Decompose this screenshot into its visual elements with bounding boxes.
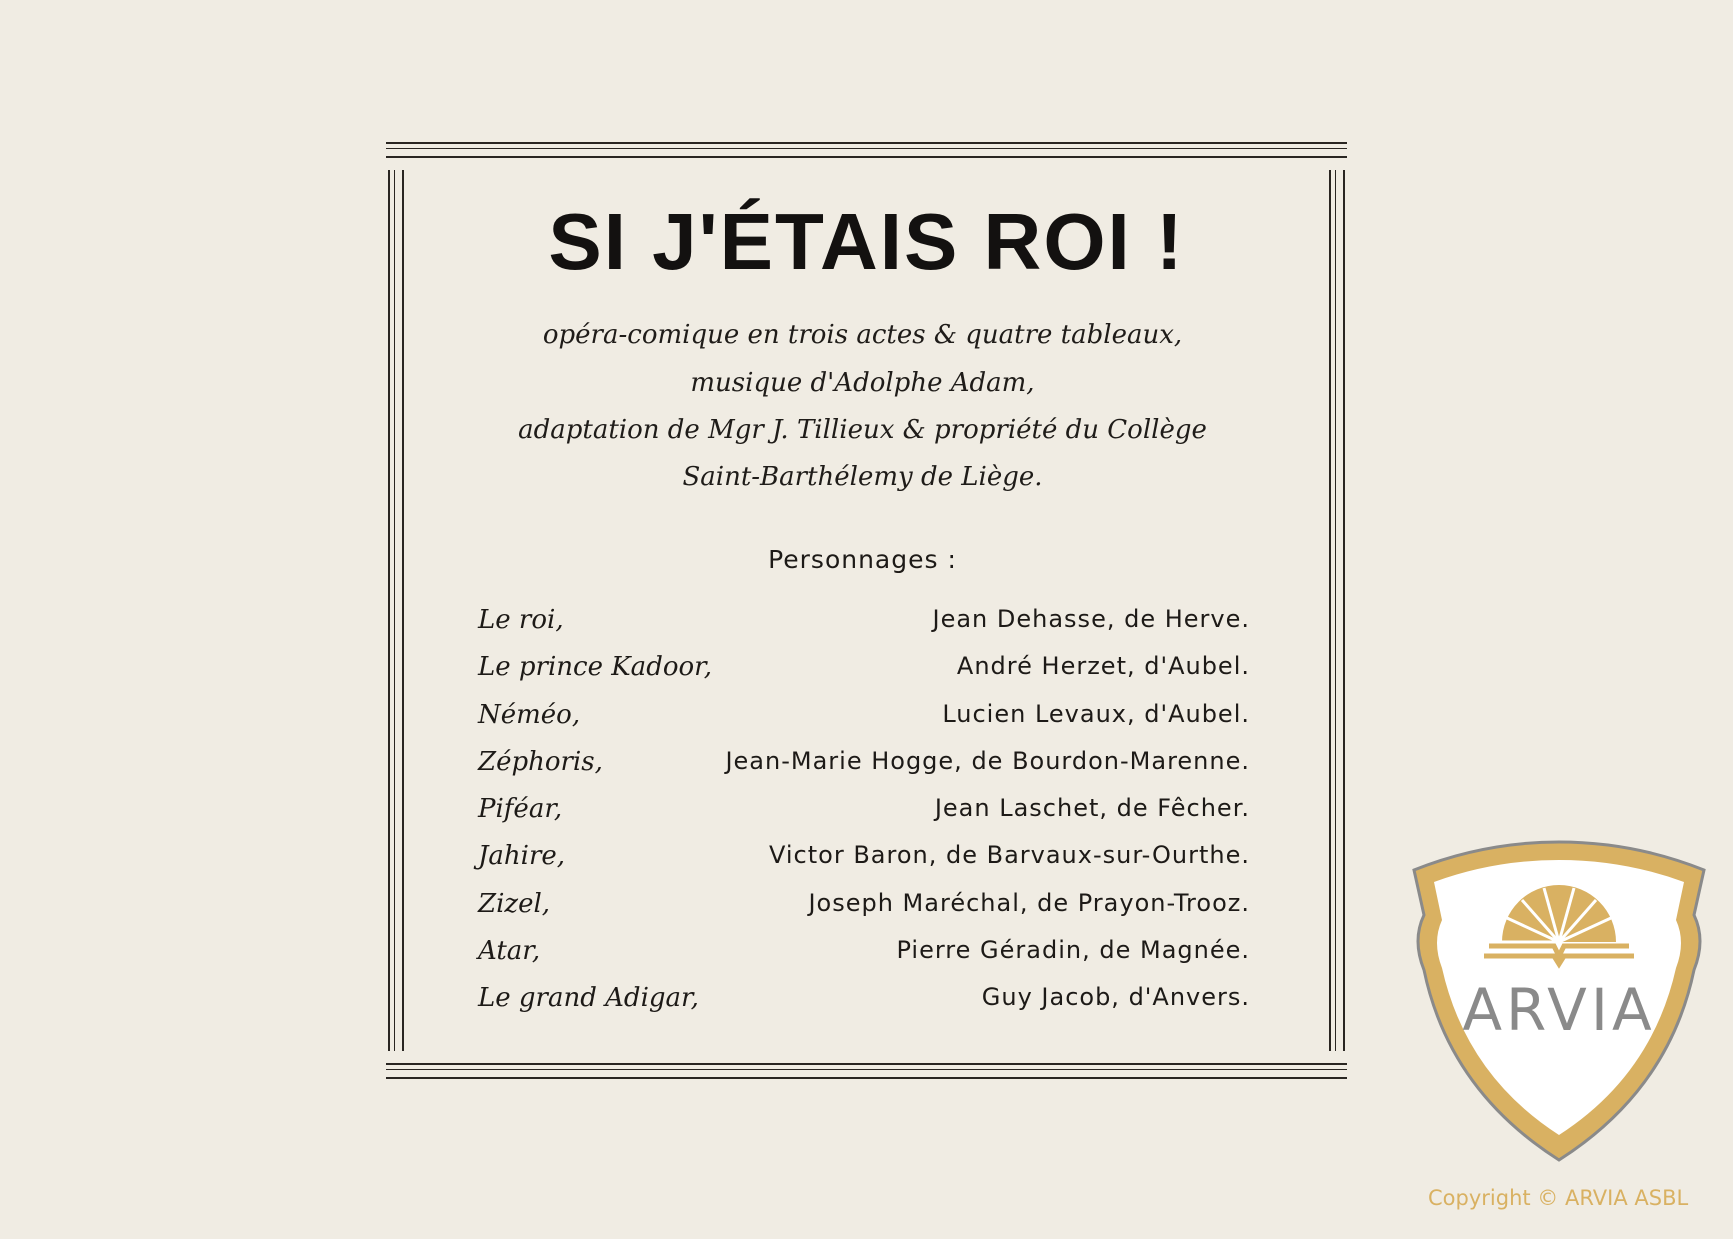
role-name: Zizel, xyxy=(478,888,551,919)
actor-name: Jean Laschet, de Fêcher. xyxy=(934,794,1250,823)
cast-row xyxy=(478,700,1250,747)
cast-heading: Personnages : xyxy=(768,545,957,574)
actor-name: Victor Baron, de Barvaux-sur-Ourthe. xyxy=(768,841,1250,870)
actor-name: Jean-Marie Hogge, de Bourdon-Marenne. xyxy=(725,746,1250,775)
role-name: Atar, xyxy=(478,936,541,967)
cast-row xyxy=(478,652,1250,699)
subtitle-line-1: opéra-comique en trois actes & quatre tableaux, xyxy=(542,320,1183,350)
cast-row xyxy=(478,747,1250,794)
cast-row xyxy=(478,889,1250,936)
arvia-shield-logo xyxy=(1394,830,1724,1170)
page-title: SI J'ÉTAIS ROI ! xyxy=(548,197,1185,286)
frame-top-rule xyxy=(386,142,1347,158)
role-name: Jahire, xyxy=(478,841,566,872)
subtitle-line-3: adaptation de Mgr J. Tillieux & propriété du Collège xyxy=(518,415,1207,445)
subtitle-line-4: Saint-Barthélemy de Liège. xyxy=(682,462,1043,492)
actor-name: Guy Jacob, d'Anvers. xyxy=(981,983,1250,1012)
actor-name: Lucien Levaux, d'Aubel. xyxy=(942,699,1250,728)
frame-right-rule xyxy=(1329,170,1345,1051)
role-name: Le grand Adigar, xyxy=(478,983,699,1014)
cast-row xyxy=(478,841,1250,888)
role-name: Piféar, xyxy=(478,794,563,825)
actor-name: Joseph Maréchal, de Prayon-Trooz. xyxy=(808,888,1250,917)
frame-bottom-rule xyxy=(386,1063,1347,1079)
role-name: Zéphoris, xyxy=(478,746,603,777)
cast-row xyxy=(478,936,1250,983)
actor-name: André Herzet, d'Aubel. xyxy=(956,652,1250,681)
cast-row xyxy=(478,794,1250,841)
actor-name: Jean Dehasse, de Herve. xyxy=(932,605,1250,633)
logo-text: ARVIA xyxy=(1462,976,1656,1044)
cast-list xyxy=(478,605,1250,1031)
frame-left-rule xyxy=(388,170,404,1051)
role-name: Néméo, xyxy=(478,699,581,730)
role-name: Le roi, xyxy=(478,605,564,635)
cast-row xyxy=(478,983,1250,1030)
actor-name: Pierre Géradin, de Magnée. xyxy=(896,936,1250,965)
role-name: Le prince Kadoor, xyxy=(478,652,712,683)
copyright-notice: Copyright © ARVIA ASBL xyxy=(1428,1186,1689,1210)
cast-row xyxy=(478,605,1250,652)
subtitle-line-2: musique d'Adolphe Adam, xyxy=(690,368,1035,398)
